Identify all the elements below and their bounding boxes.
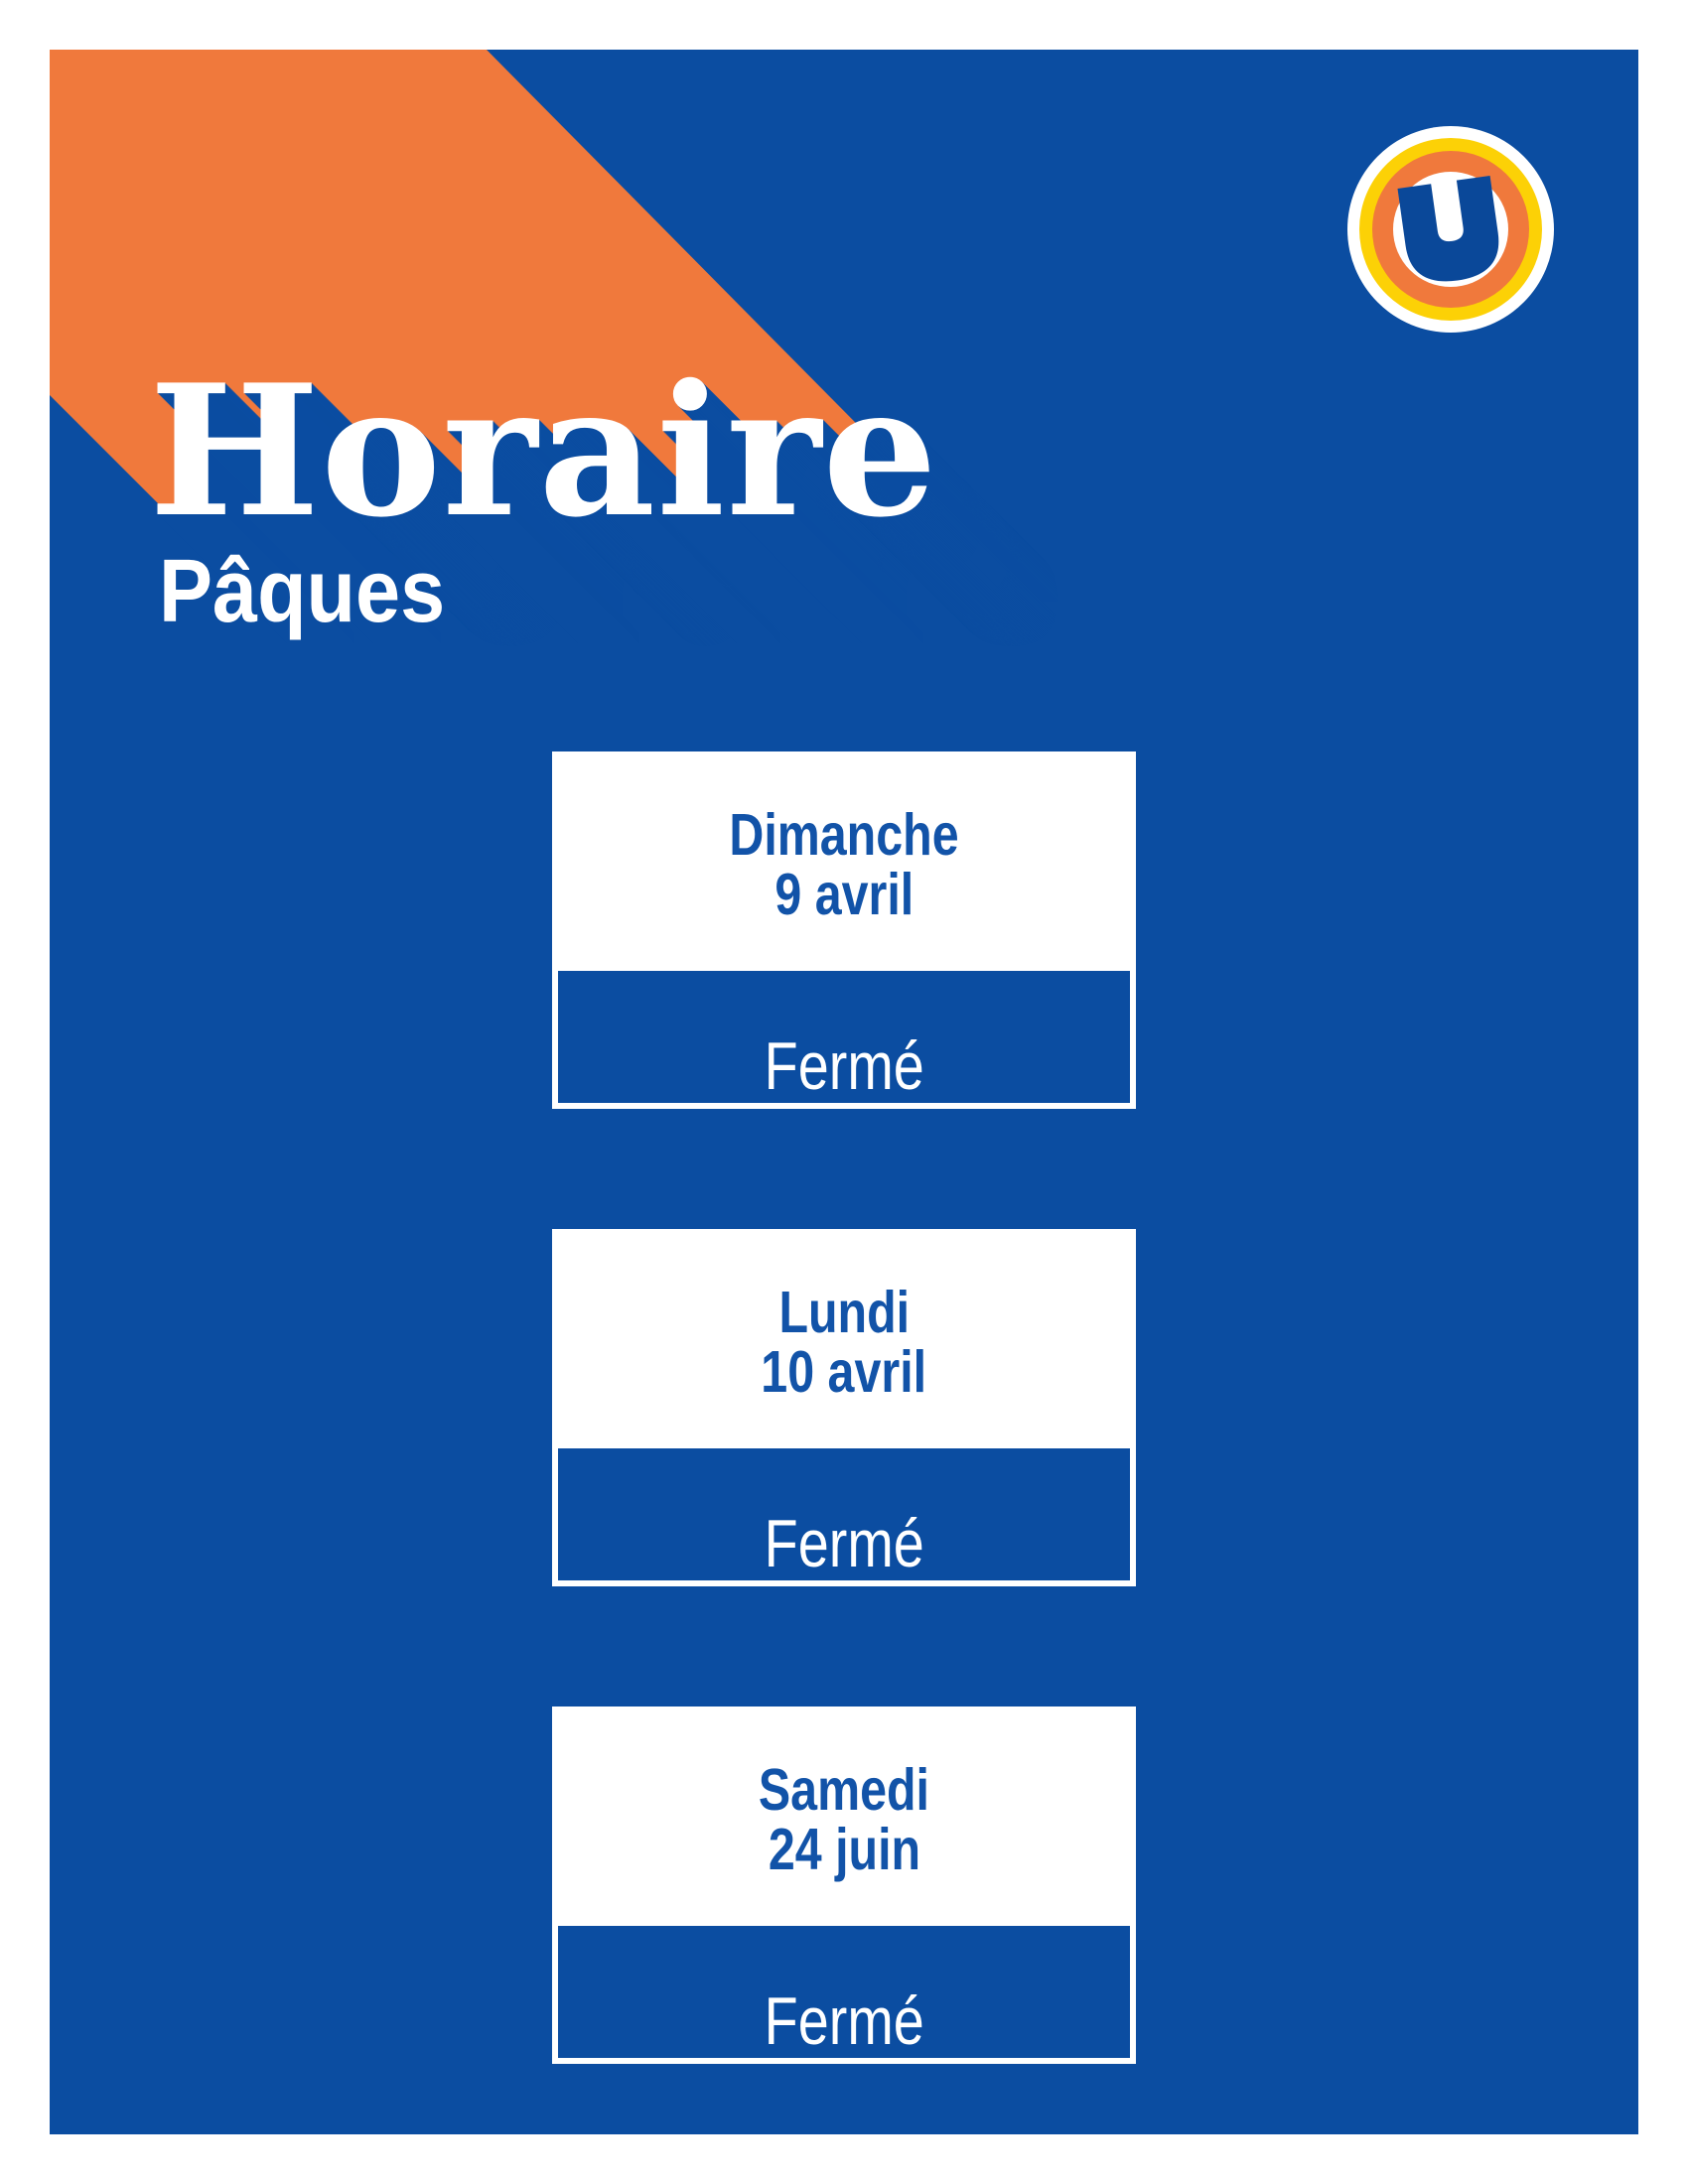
card-date: 10 avril: [761, 1339, 927, 1405]
schedule-card: [552, 1706, 1136, 2064]
card-date-block: [552, 1229, 1136, 1448]
card-date: 9 avril: [774, 862, 914, 927]
card-status-band: [558, 971, 1130, 1103]
subtitle-text: Pâques: [159, 542, 446, 641]
super-u-logo: [1347, 126, 1554, 333]
card-status: Fermé: [764, 1505, 924, 1581]
card-status-band: [558, 1448, 1130, 1580]
card-day: Dimanche: [729, 802, 959, 868]
schedule-card: [552, 1229, 1136, 1586]
card-status-band: [558, 1926, 1130, 2058]
page-subtitle: [159, 542, 477, 641]
card-day: Lundi: [778, 1280, 910, 1345]
schedule-card: [552, 751, 1136, 1109]
card-date-block: [552, 751, 1136, 971]
card-day: Samedi: [758, 1757, 930, 1823]
card-status: Fermé: [764, 1027, 924, 1104]
card-status: Fermé: [764, 1982, 924, 2059]
page-title: Horaire: [149, 344, 938, 557]
card-date: 24 juin: [768, 1817, 920, 1882]
card-date-block: [552, 1706, 1136, 1926]
